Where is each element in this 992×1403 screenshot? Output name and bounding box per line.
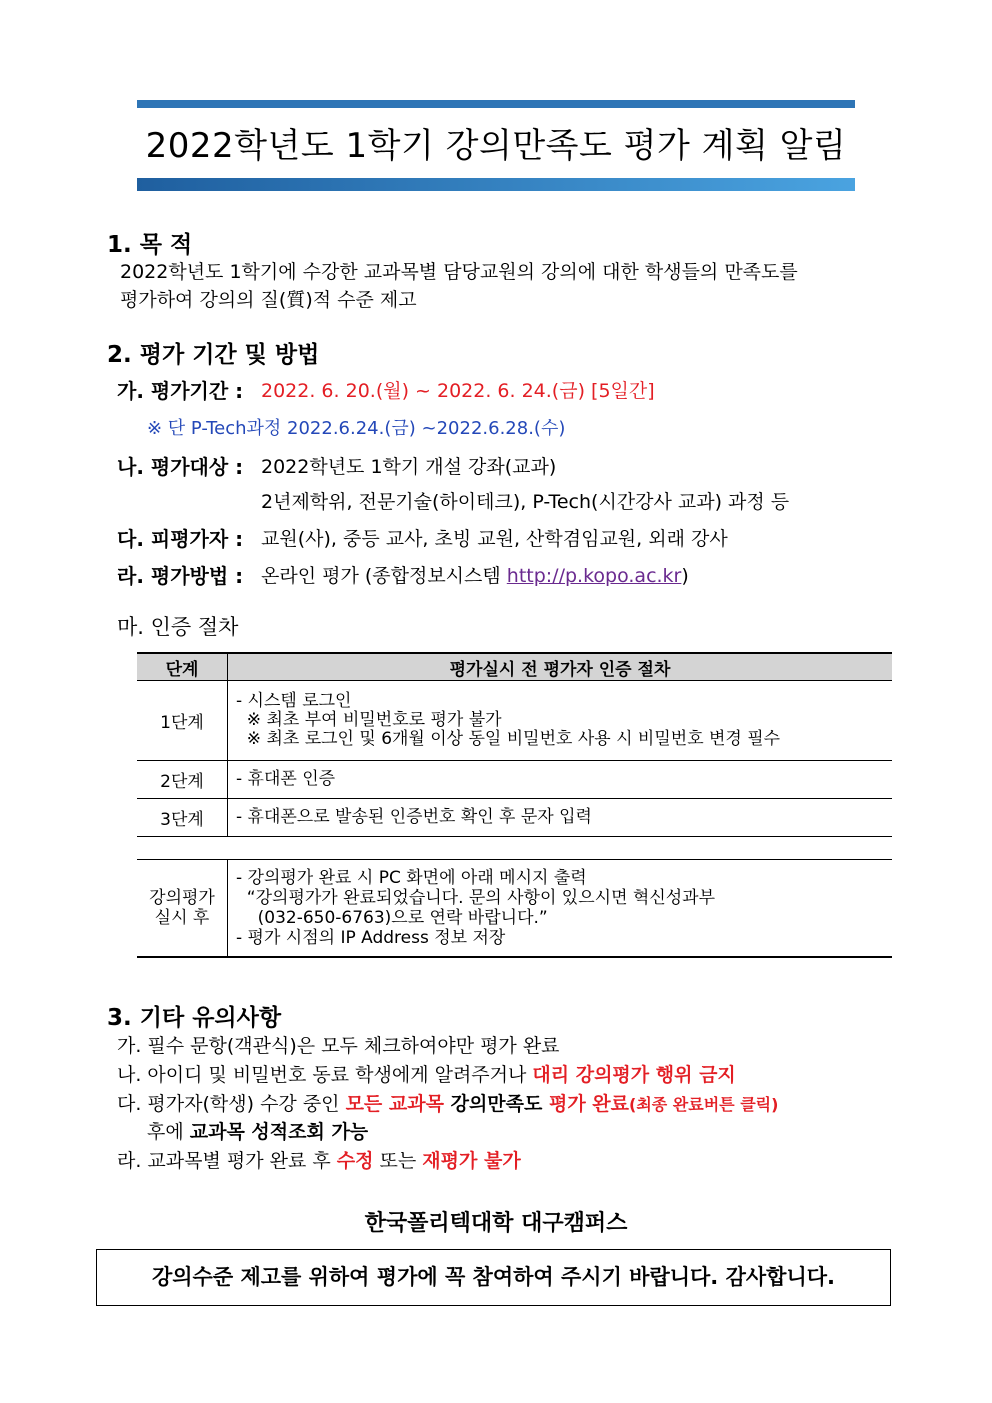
note-c2-text: 후에 [147,1121,190,1143]
period-note: ※ 단 P-Tech과정 2022.6.24.(금) ~2022.6.28.(수) [147,418,566,439]
note-c [117,1089,778,1116]
note-a: 가. 필수 문항(객관식)은 모두 체크하여야만 평가 완료 [117,1035,560,1057]
title-bottom-bar [137,178,855,191]
evaluatee-label: 다. 피평가자 : [117,527,244,551]
table-row [137,860,892,957]
note-c-line2 [147,1117,368,1144]
page-title: 2022학년도 1학기 강의만족도 평가 계획 알림 [145,126,847,166]
col-step-header: 단계 [137,653,228,681]
note-c-mid: 강의만족도 [443,1093,549,1115]
proc-line: - 휴대폰 인증 [236,769,336,789]
method-value-text: 온라인 평가 (종합정보시스템 [261,565,507,587]
proc-line: - 시스템 로그인 [236,691,352,711]
note-c2-bold: 교과목 성적조회 가능 [189,1121,369,1143]
after-evaluation-table [137,859,892,958]
target-value-1: 2022학년도 1학기 개설 강좌(교과) [261,456,557,478]
organization-name: 한국폴리텍대학 대구캠퍼스 [364,1211,628,1236]
proc-line: (032-650-6763)으로 연락 바랍니다.” [236,907,548,928]
note-d-emphasis-2: 재평가 불가 [422,1150,521,1172]
note-c-text: 다. 평가자(학생) 수강 중인 [117,1093,346,1115]
table-row [137,681,892,761]
auth-procedure-table [137,652,892,837]
method-value-close: ) [681,565,689,587]
closing-notice-box: 강의수준 제고를 위하여 평가에 꼭 참여하여 주시기 바랍니다. 감사합니다. [96,1249,891,1306]
period-label: 가. 평가기간 : [117,379,244,403]
after-proc-cell [228,860,893,957]
note-c-emphasis-2: 평가 완료 [548,1093,629,1115]
method-label: 라. 평가방법 : [117,564,244,588]
note-d-text: 라. 교과목별 평가 완료 후 [117,1150,337,1172]
proc-line: - 평가 시점의 IP Address 정보 저장 [236,927,506,948]
note-d-mid: 또는 [373,1150,423,1172]
col-proc-header: 평가실시 전 평가자 인증 절차 [228,653,893,681]
step-cell: 2단계 [137,761,228,799]
proc-line: - 강의평가 완료 시 PC 화면에 아래 메시지 출력 [236,867,587,888]
proc-line: ※ 최초 부여 비밀번호로 평가 불가 [236,710,502,730]
target-label: 나. 평가대상 : [117,455,244,479]
proc-line: - 휴대폰으로 발송된 인증번호 확인 후 문자 입력 [236,807,592,827]
note-d [117,1146,521,1173]
after-step-cell [137,860,228,957]
note-c-emphasis-1: 모든 교과목 [345,1093,444,1115]
proc-line: “강의평가가 완료되었습니다. 문의 사항이 있으시면 혁신성과부 [236,887,716,908]
proc-cell [228,681,893,761]
table-header-row [137,653,892,681]
table-row [137,761,892,799]
proc-cell [228,799,893,837]
note-b-emphasis: 대리 강의평가 행위 금지 [532,1064,736,1086]
kopo-link[interactable]: http://p.kopo.ac.kr [506,565,682,587]
after-step-line2: 실시 후 [154,907,210,928]
note-b-text: 나. 아이디 및 비밀번호 동료 학생에게 알려주거나 [117,1064,533,1086]
note-d-emphasis-1: 수정 [336,1150,374,1172]
after-step-line1: 강의평가 [149,887,215,908]
period-value: 2022. 6. 20.(월) ~ 2022. 6. 24.(금) [5일간] [261,380,655,402]
target-value-2: 2년제학위, 전문기술(하이테크), P-Tech(시간강사 교과) 과정 등 [261,491,790,513]
proc-cell [228,761,893,799]
section1-line2: 평가하여 강의의 질(質)적 수준 제고 [120,289,417,311]
method-value [261,561,689,588]
proc-line: ※ 최초 로그인 및 6개월 이상 동일 비밀번호 사용 시 비밀번호 변경 필수 [236,729,781,749]
auth-label: 마. 인증 절차 [117,615,239,639]
note-c-emphasis-small: (최종 완료버튼 클릭) [629,1095,779,1114]
table-row [137,799,892,837]
section2-heading: 2. 평가 기간 및 방법 [107,342,320,368]
section3-heading: 3. 기타 유의사항 [107,1005,282,1031]
step-cell: 3단계 [137,799,228,837]
evaluatee-value: 교원(사), 중등 교사, 초빙 교원, 산학겸임교원, 외래 강사 [261,528,728,550]
note-b [117,1060,736,1087]
section1-heading: 1. 목 적 [107,232,193,258]
step-cell: 1단계 [137,681,228,761]
section1-line1: 2022학년도 1학기에 수강한 교과목별 담당교원의 강의에 대한 학생들의 만족도를 [120,261,798,283]
title-top-bar [137,100,855,108]
